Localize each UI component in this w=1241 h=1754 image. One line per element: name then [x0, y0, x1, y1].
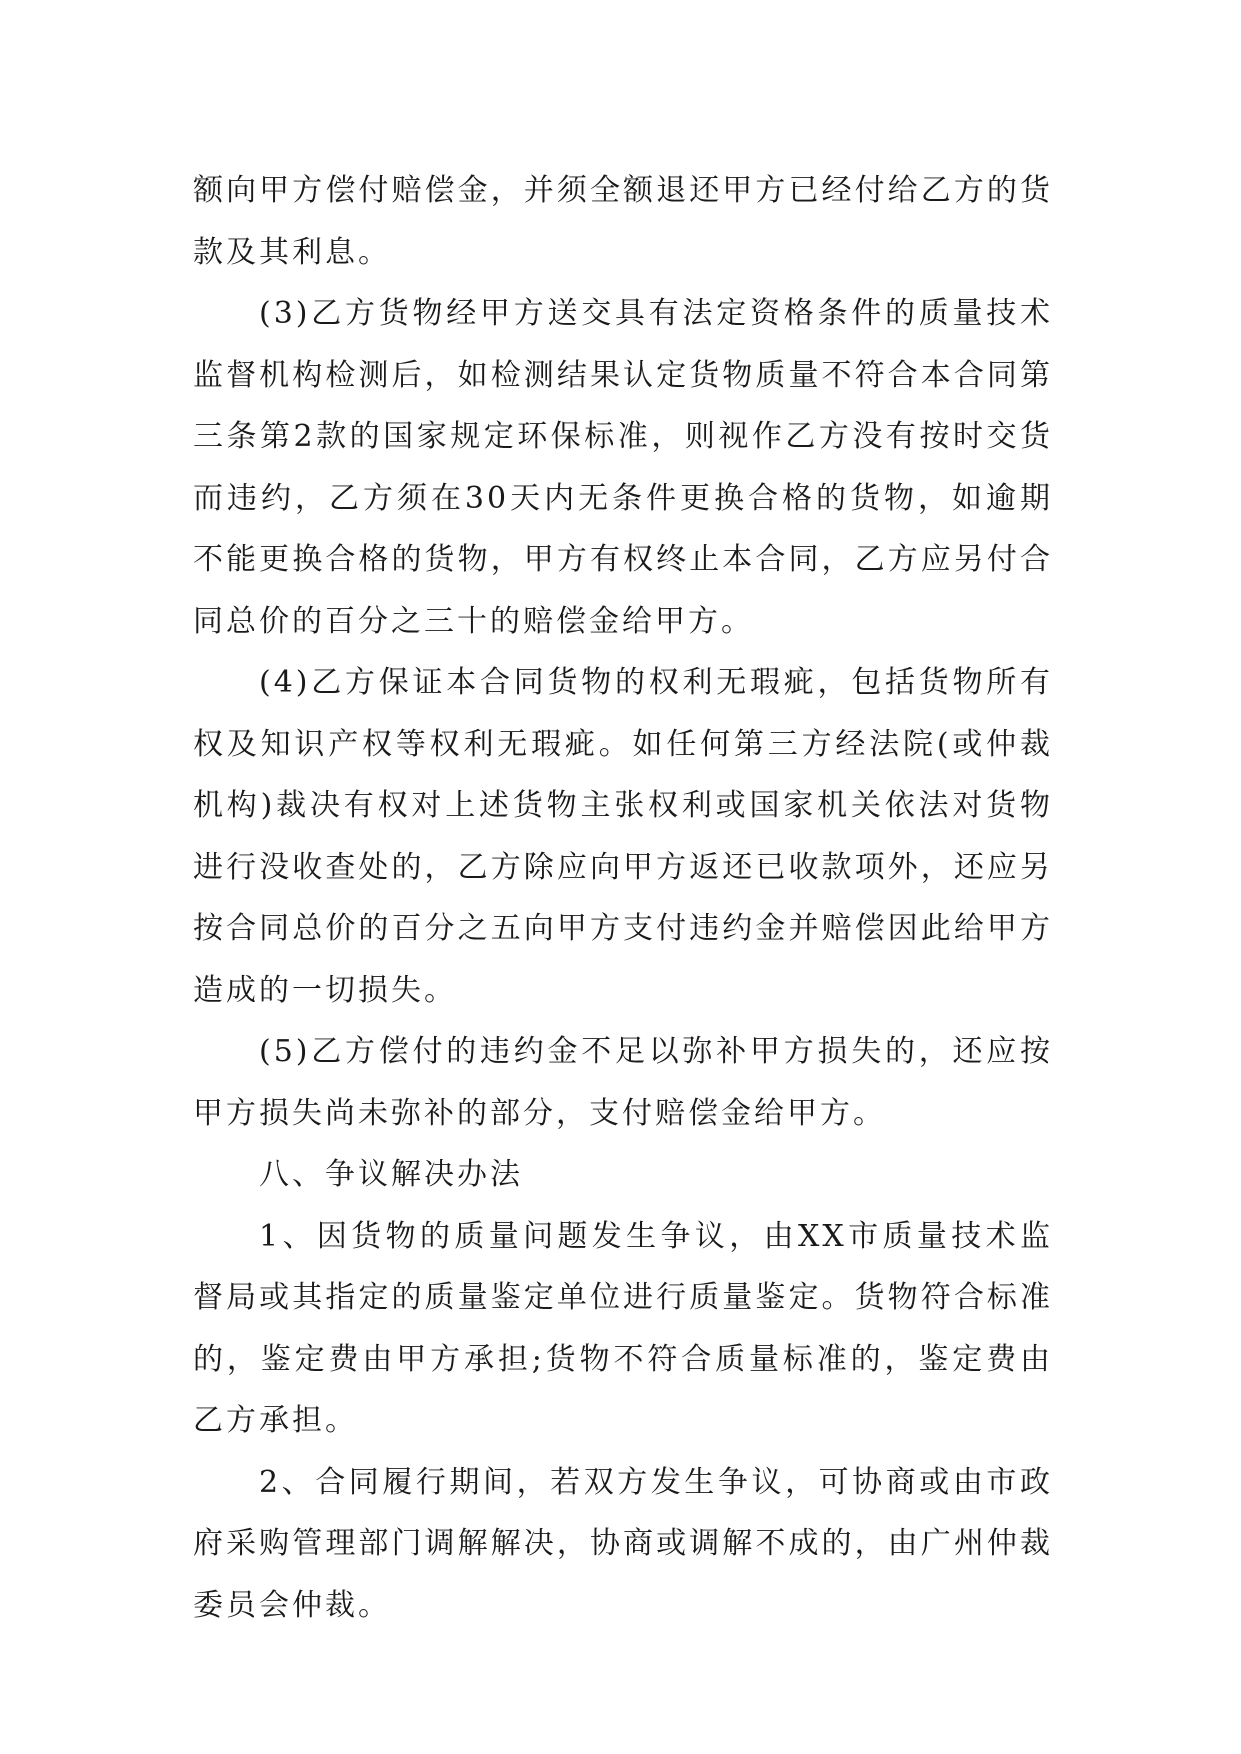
paragraph-continuation: 额向甲方偿付赔偿金，并须全额退还甲方已经付给乙方的货款及其利息。	[193, 173, 1053, 270]
paragraph-dispute-item-1: 1、因货物的质量问题发生争议，由XX市质量技术监督局或其指定的质量鉴定单位进行质量鉴定。货物符合标准的，鉴定费由甲方承担;货物不符合质量标准的，鉴定费由乙方承担。	[193, 1218, 1053, 1438]
section-heading-dispute-resolution: 八、争议解决办法	[259, 1157, 523, 1192]
paragraph-dispute-item-2: 2、合同履行期间，若双方发生争议，可协商或由市政府采购管理部门调解解决，协商或调解不成的，由广州仲裁委员会仲裁。	[193, 1464, 1053, 1623]
paragraph-clause-4: (4)乙方保证本合同货物的权利无瑕疵，包括货物所有权及知识产权等权利无瑕疵。如任何第三方经法院(或仲裁机构)裁决有权对上述货物主张权利或国家机关依法对货物进行没收查处的，乙方除应向甲方返还已收款项外，还应另按合同总价的百分之五向甲方支付违约金并赔偿因此给甲方造成的一切损失。	[193, 665, 1053, 1008]
paragraph-clause-5: (5)乙方偿付的违约金不足以弥补甲方损失的，还应按甲方损失尚未弥补的部分，支付赔偿金给甲方。	[193, 1034, 1053, 1131]
document-body	[193, 160, 1053, 1636]
paragraph-clause-3: (3)乙方货物经甲方送交具有法定资格条件的质量技术监督机构检测后，如检测结果认定货物质量不符合本合同第三条第2款的国家规定环保标准，则视作乙方没有按时交货而违约，乙方须在30天内无条件更换合格的货物，如逾期不能更换合格的货物，甲方有权终止本合同，乙方应另付合同总价的百分之三十的赔偿金给甲方。	[193, 296, 1053, 639]
